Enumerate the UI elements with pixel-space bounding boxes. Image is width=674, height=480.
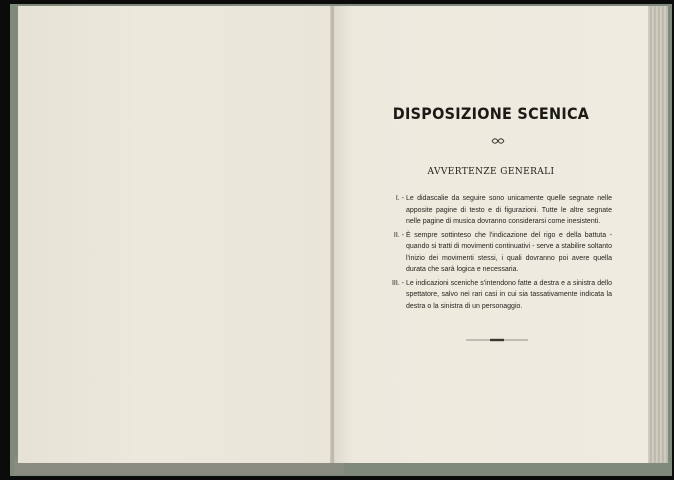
note-number: II. - xyxy=(393,231,404,239)
left-page xyxy=(18,6,332,463)
list-item xyxy=(384,193,612,228)
page-edges xyxy=(648,6,668,463)
note-number: I. - xyxy=(395,195,404,202)
note-text: È sempre sottinteso che l'indicazione del rigo e della battuta - quando si tratti di movimenti continuativi - serve a stabilire soltanto l'inizio dei movimenti stessi, i quali dovranno poi avere quella durata che sarà logica e necessaria. xyxy=(406,231,612,273)
list-item xyxy=(384,230,612,276)
ornament-icon xyxy=(491,137,505,145)
notes-list xyxy=(384,193,612,314)
note-number: III. - xyxy=(391,279,404,287)
page-title: DISPOSIZIONE SCENICA xyxy=(392,104,590,123)
list-item xyxy=(384,278,612,313)
end-rule-icon xyxy=(466,338,528,342)
section-subtitle: AVVERTENZE GENERALI xyxy=(427,167,555,177)
note-text: Le didascalie da seguire sono unicamente quelle segnate nelle apposite pagine di testo e di figurazioni. Tutte le altre segnate nelle pagine di musica dovranno considerarsi come inesistenti. xyxy=(406,195,612,225)
note-text: Le indicazioni sceniche s'intendono fatte a destra e a sinistra dello spettatore, salvo nei rari casi in cui sia tassativamente indicata la destra o la sinistra di un personaggio. xyxy=(406,279,612,310)
